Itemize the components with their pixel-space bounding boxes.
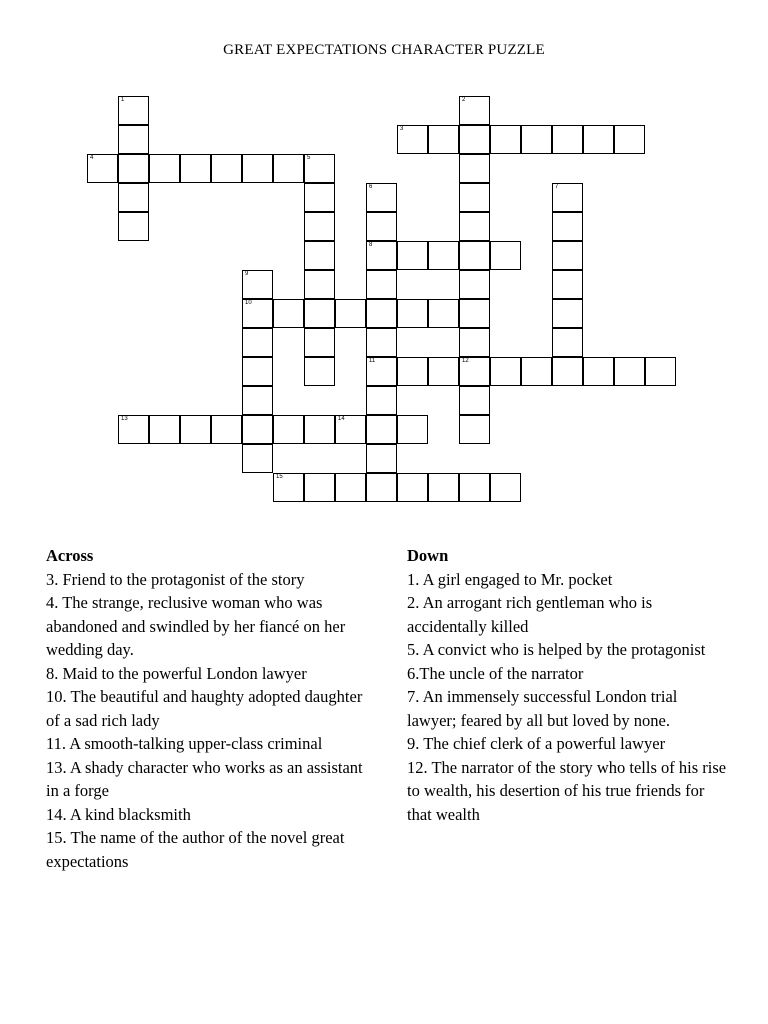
grid-cell[interactable] (459, 183, 490, 212)
across-clue: 4. The strange, reclusive woman who was abandoned and swindled by her fiancé on her wedding day. (46, 593, 346, 659)
cell-number: 8 (369, 242, 373, 248)
across-clues (46, 544, 371, 873)
page-title: GREAT EXPECTATIONS CHARACTER PUZZLE (223, 42, 545, 58)
grid-cell[interactable] (614, 125, 645, 154)
cell-number: 4 (90, 155, 94, 161)
grid-cell[interactable] (397, 125, 428, 154)
across-clue: 14. A kind blacksmith (46, 804, 191, 824)
grid-cell[interactable] (552, 183, 583, 212)
across-clue: 8. Maid to the powerful London lawyer (46, 663, 307, 683)
grid-cell[interactable] (366, 241, 397, 270)
grid-cell[interactable] (366, 183, 397, 212)
down-clue: 7. An immensely successful London trial lawyer; feared by all but loved by none. (407, 687, 678, 730)
grid-cell[interactable] (87, 154, 118, 183)
grid-cell[interactable] (118, 154, 149, 183)
grid-cell[interactable] (118, 96, 149, 125)
down-clue: 9. The chief clerk of a powerful lawyer (407, 734, 666, 753)
grid-cell[interactable] (366, 473, 397, 502)
grid-cell[interactable] (304, 328, 335, 357)
grid-cell[interactable] (583, 357, 614, 386)
grid-cell[interactable] (428, 125, 459, 154)
grid-cell[interactable] (459, 386, 490, 415)
grid-cell[interactable] (180, 154, 211, 183)
grid-cell[interactable] (242, 357, 273, 386)
grid-cell[interactable] (180, 415, 211, 444)
grid-cell[interactable] (490, 241, 521, 270)
grid-cell[interactable] (583, 125, 614, 154)
grid-cell[interactable] (459, 154, 490, 183)
grid-cell[interactable] (614, 357, 645, 386)
cell-number: 12 (462, 358, 469, 364)
grid-cell[interactable] (366, 299, 397, 328)
grid-cell[interactable] (459, 125, 490, 154)
grid-cell[interactable] (335, 299, 366, 328)
grid-cell[interactable] (304, 183, 335, 212)
grid-cell[interactable] (428, 473, 459, 502)
grid-cell[interactable] (304, 241, 335, 270)
grid-cell[interactable] (459, 415, 490, 444)
grid-cell[interactable] (459, 241, 490, 270)
cell-number: 6 (369, 184, 373, 190)
grid-cell[interactable] (335, 415, 366, 444)
grid-cell[interactable] (552, 357, 583, 386)
grid-cell[interactable] (366, 270, 397, 299)
grid-cell[interactable] (428, 241, 459, 270)
down-clues (407, 544, 727, 826)
grid-cell[interactable] (304, 415, 335, 444)
grid-cell[interactable] (304, 270, 335, 299)
grid-cell[interactable] (242, 154, 273, 183)
grid-cell[interactable] (521, 357, 552, 386)
grid-cell[interactable] (273, 154, 304, 183)
grid-cell[interactable] (304, 473, 335, 502)
cell-number: 14 (338, 416, 345, 422)
grid-cell[interactable] (552, 125, 583, 154)
down-clue: 5. A convict who is helped by the protagonist (407, 640, 706, 659)
grid-cell[interactable] (242, 444, 273, 473)
cell-number: 2 (462, 97, 466, 103)
cell-number: 3 (400, 126, 404, 132)
down-clue: 12. The narrator of the story who tells of his rise to wealth, his desertion of his true friends for that wealth (407, 757, 727, 824)
grid-cell[interactable] (335, 473, 366, 502)
across-clue: 11. A smooth-talking upper-class criminal (46, 734, 323, 753)
across-clue: 13. A shady character who works as an assistant in a forge (46, 757, 363, 800)
grid-cell[interactable] (242, 415, 273, 444)
grid-cell[interactable] (366, 444, 397, 473)
across-clue: 10. The beautiful and haughty adopted daughter of a sad rich lady (46, 687, 363, 730)
across-clue: 3. Friend to the protagonist of the story (46, 569, 305, 589)
grid-cell[interactable] (521, 125, 552, 154)
grid-cell[interactable] (397, 241, 428, 270)
grid-cell[interactable] (552, 299, 583, 328)
across-clue: 15. The name of the author of the novel great expectations (46, 828, 345, 871)
grid-cell[interactable] (366, 415, 397, 444)
grid-cell[interactable] (459, 328, 490, 357)
cell-number: 9 (245, 271, 249, 277)
down-clue: 1. A girl engaged to Mr. pocket (407, 569, 613, 589)
grid-cell[interactable] (211, 415, 242, 444)
grid-cell[interactable] (304, 154, 335, 183)
grid-cell[interactable] (552, 241, 583, 270)
down-clue: 6.The uncle of the narrator (407, 663, 584, 683)
grid-cell[interactable] (552, 212, 583, 241)
grid-cell[interactable] (118, 212, 149, 241)
grid-cell[interactable] (304, 212, 335, 241)
grid-cell[interactable] (149, 154, 180, 183)
grid-cell[interactable] (211, 154, 242, 183)
grid-cell[interactable] (273, 415, 304, 444)
grid-cell[interactable] (459, 270, 490, 299)
grid-cell[interactable] (149, 415, 180, 444)
grid-cell[interactable] (428, 357, 459, 386)
grid-cell[interactable] (242, 270, 273, 299)
grid-cell[interactable] (459, 473, 490, 502)
grid-cell[interactable] (552, 328, 583, 357)
grid-cell[interactable] (242, 299, 273, 328)
grid-cell[interactable] (645, 357, 676, 386)
grid-cell[interactable] (118, 125, 149, 154)
grid-cell[interactable] (366, 328, 397, 357)
grid-cell[interactable] (428, 299, 459, 328)
grid-cell[interactable] (304, 299, 335, 328)
cell-number: 10 (245, 300, 252, 306)
grid-cell[interactable] (397, 357, 428, 386)
grid-cell[interactable] (366, 386, 397, 415)
cell-number: 5 (307, 155, 311, 161)
grid-cell[interactable] (552, 270, 583, 299)
cell-number: 11 (369, 358, 376, 364)
grid-cell[interactable] (397, 299, 428, 328)
grid-cell[interactable] (490, 473, 521, 502)
cell-number: 15 (276, 474, 283, 480)
down-heading: Down (407, 546, 449, 565)
grid-cell[interactable] (242, 386, 273, 415)
grid-cell[interactable] (397, 473, 428, 502)
grid-cell[interactable] (118, 183, 149, 212)
grid-cell[interactable] (304, 357, 335, 386)
grid-cell[interactable] (490, 357, 521, 386)
grid-cell[interactable] (273, 473, 304, 502)
grid-cell[interactable] (366, 357, 397, 386)
grid-cell[interactable] (273, 299, 304, 328)
grid-cell[interactable] (118, 415, 149, 444)
grid-cell[interactable] (490, 125, 521, 154)
across-heading: Across (46, 546, 94, 565)
down-clue: 2. An arrogant rich gentleman who is accidentally killed (407, 593, 653, 636)
cell-number: 7 (555, 184, 559, 190)
grid-cell[interactable] (242, 328, 273, 357)
cell-number: 13 (121, 416, 128, 422)
grid-cell[interactable] (459, 96, 490, 125)
grid-cell[interactable] (459, 357, 490, 386)
cell-number: 1 (121, 97, 125, 103)
grid-cell[interactable] (459, 299, 490, 328)
grid-cell[interactable] (397, 415, 428, 444)
grid-cell[interactable] (459, 212, 490, 241)
grid-cell[interactable] (366, 212, 397, 241)
